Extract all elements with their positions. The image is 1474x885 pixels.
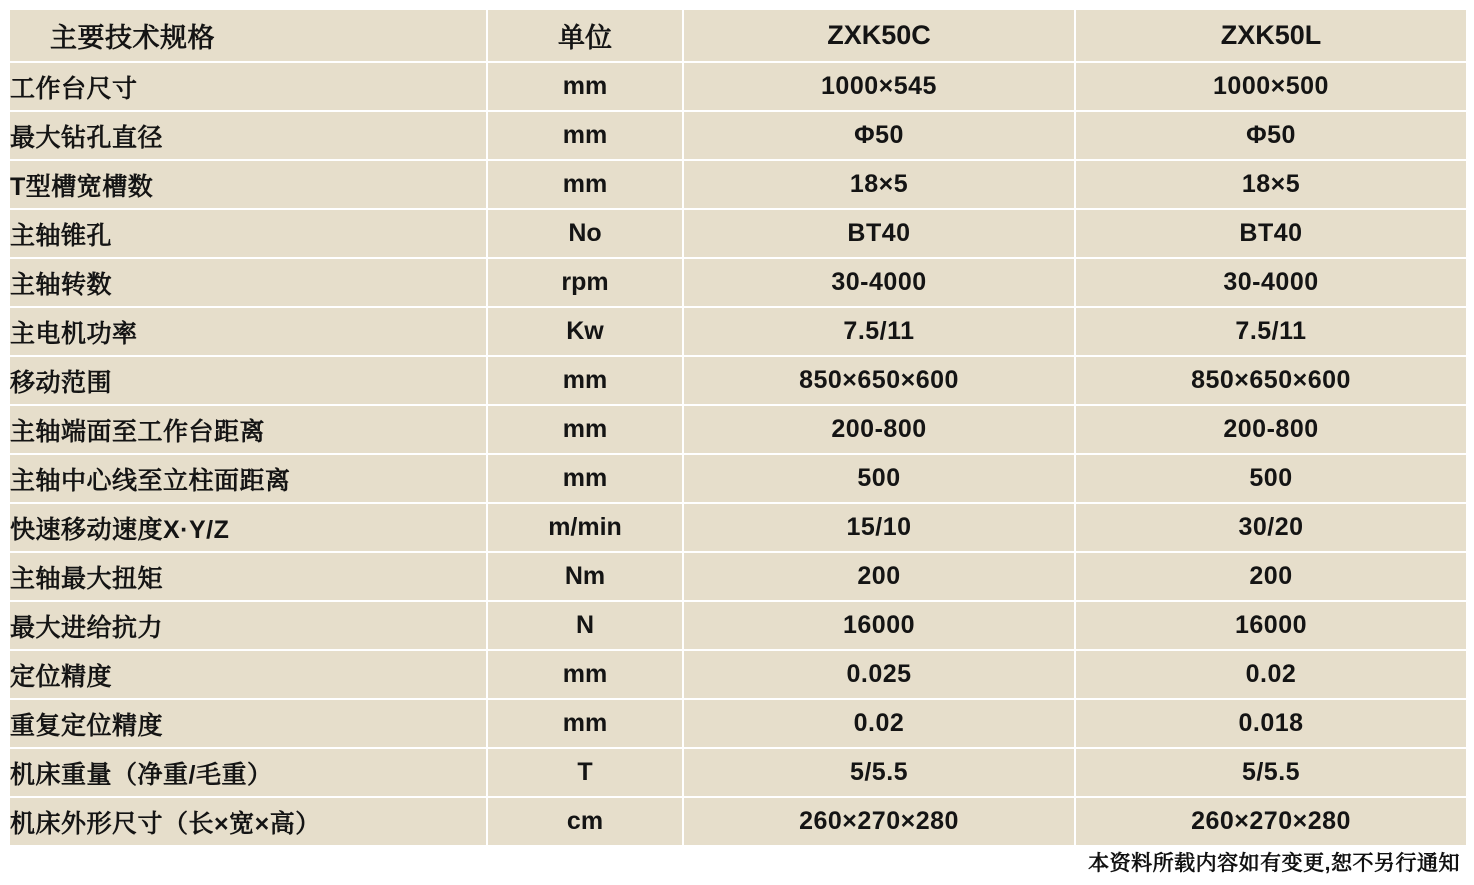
row-value-model-l: 850×650×600 [1075,356,1467,405]
table-row [9,160,1467,209]
table-row [9,356,1467,405]
table-row [9,601,1467,650]
row-unit: mm [487,111,683,160]
column-header-item: 主要技术规格 [9,9,487,62]
row-value-model-l: 200 [1075,552,1467,601]
row-value-model-l: 0.018 [1075,699,1467,748]
column-header-model-l: ZXK50L [1075,9,1467,62]
row-value-model-c: 0.02 [683,699,1075,748]
row-item-label: 主电机功率 [9,307,487,356]
row-unit: mm [487,454,683,503]
row-unit: mm [487,650,683,699]
row-value-model-l: 0.02 [1075,650,1467,699]
row-value-model-l: 7.5/11 [1075,307,1467,356]
row-item-label: 主轴锥孔 [9,209,487,258]
table-row [9,62,1467,111]
row-value-model-c: 850×650×600 [683,356,1075,405]
table-row [9,454,1467,503]
row-value-model-c: 5/5.5 [683,748,1075,797]
specification-table [8,8,1468,847]
row-item-label: 工作台尺寸 [9,62,487,111]
column-header-model-c: ZXK50C [683,9,1075,62]
row-unit: T [487,748,683,797]
row-unit: N [487,601,683,650]
row-item-label: 机床重量（净重/毛重） [9,748,487,797]
row-value-model-l: 1000×500 [1075,62,1467,111]
row-unit: Nm [487,552,683,601]
table-row [9,503,1467,552]
row-item-label: 主轴中心线至立柱面距离 [9,454,487,503]
table-row [9,699,1467,748]
row-value-model-l: 5/5.5 [1075,748,1467,797]
row-value-model-l: 260×270×280 [1075,797,1467,846]
row-value-model-c: 18×5 [683,160,1075,209]
column-header-unit: 单位 [487,9,683,62]
table-row [9,209,1467,258]
row-item-label: 主轴最大扭矩 [9,552,487,601]
row-value-model-l: 500 [1075,454,1467,503]
row-unit: cm [487,797,683,846]
row-value-model-l: 30/20 [1075,503,1467,552]
row-unit: No [487,209,683,258]
row-value-model-c: Φ50 [683,111,1075,160]
row-item-label: 机床外形尺寸（长×宽×高） [9,797,487,846]
table-row [9,748,1467,797]
row-value-model-c: 200 [683,552,1075,601]
table-row [9,258,1467,307]
row-item-label: 移动范围 [9,356,487,405]
row-value-model-l: Φ50 [1075,111,1467,160]
table-row [9,650,1467,699]
table-body [9,62,1467,846]
row-value-model-l: BT40 [1075,209,1467,258]
row-value-model-c: 16000 [683,601,1075,650]
row-item-label: T型槽宽槽数 [9,160,487,209]
table-header-row [9,9,1467,62]
row-unit: m/min [487,503,683,552]
row-value-model-l: 200-800 [1075,405,1467,454]
row-item-label: 快速移动速度X·Y/Z [9,503,487,552]
row-unit: mm [487,405,683,454]
row-unit: mm [487,699,683,748]
row-value-model-c: 1000×545 [683,62,1075,111]
table-row [9,405,1467,454]
disclaimer-note: 本资料所载内容如有变更,恕不另行通知 [1088,852,1460,875]
row-item-label: 最大钻孔直径 [9,111,487,160]
row-item-label: 主轴端面至工作台距离 [9,405,487,454]
row-value-model-c: 30-4000 [683,258,1075,307]
table-row [9,552,1467,601]
row-value-model-c: 15/10 [683,503,1075,552]
row-value-model-c: 0.025 [683,650,1075,699]
row-unit: mm [487,62,683,111]
row-item-label: 主轴转数 [9,258,487,307]
row-item-label: 最大进给抗力 [9,601,487,650]
row-unit: mm [487,160,683,209]
row-unit: rpm [487,258,683,307]
row-value-model-c: 200-800 [683,405,1075,454]
row-item-label: 定位精度 [9,650,487,699]
table-row [9,797,1467,846]
row-value-model-c: 260×270×280 [683,797,1075,846]
row-value-model-l: 30-4000 [1075,258,1467,307]
row-value-model-c: 7.5/11 [683,307,1075,356]
row-value-model-l: 18×5 [1075,160,1467,209]
row-value-model-l: 16000 [1075,601,1467,650]
row-value-model-c: BT40 [683,209,1075,258]
row-unit: Kw [487,307,683,356]
row-unit: mm [487,356,683,405]
row-item-label: 重复定位精度 [9,699,487,748]
table-row [9,307,1467,356]
row-value-model-c: 500 [683,454,1075,503]
table-row [9,111,1467,160]
